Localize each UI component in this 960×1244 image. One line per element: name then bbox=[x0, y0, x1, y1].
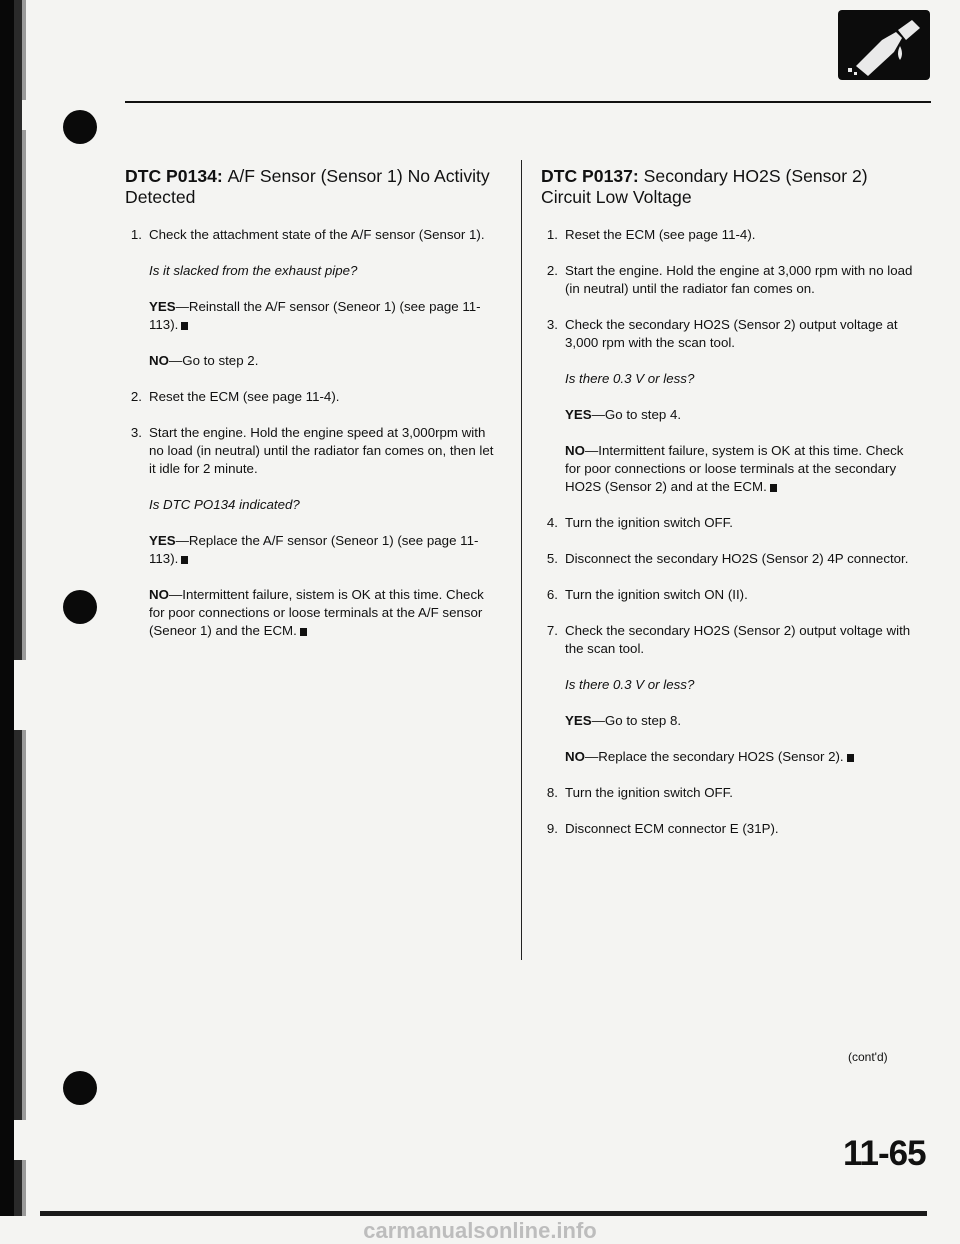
step-item bbox=[541, 622, 916, 766]
step-number: 2. bbox=[130, 389, 142, 404]
step-item bbox=[125, 424, 500, 640]
no-key: NO bbox=[565, 749, 585, 764]
step-text: Check the secondary HO2S (Sensor 2) output voltage at 3,000 rpm with the scan tool. bbox=[565, 317, 898, 350]
binder-hole bbox=[63, 110, 97, 144]
step-body bbox=[565, 316, 916, 496]
step-number: 1. bbox=[130, 227, 142, 242]
step-number: 7. bbox=[546, 623, 558, 638]
binding-notch bbox=[14, 1120, 30, 1160]
yes-key: YES bbox=[565, 713, 592, 728]
header-rule bbox=[125, 101, 931, 103]
step-item bbox=[541, 316, 916, 496]
binder-hole bbox=[63, 1071, 97, 1105]
step-question: Is there 0.3 V or less? bbox=[565, 371, 695, 386]
yes-text: Go to step 8. bbox=[604, 713, 682, 728]
no-text: Intermittent failure, sistem is OK at this time. Check for poor connections or loose terminals at the A/F sensor (Seneor 1) and the ECM. bbox=[149, 587, 484, 638]
step-number: 9. bbox=[546, 821, 558, 836]
step-item bbox=[541, 550, 916, 568]
step-number: 3. bbox=[130, 425, 142, 440]
no-answer: NO—Replace the secondary HO2S (Sensor 2). bbox=[565, 748, 916, 766]
step-body bbox=[565, 226, 916, 244]
no-text: Go to step 2. bbox=[182, 353, 259, 368]
no-key: NO bbox=[149, 353, 169, 368]
step-item bbox=[541, 586, 916, 604]
step-body bbox=[565, 550, 916, 568]
yes-answer: YES—Go to step 4. bbox=[565, 407, 682, 422]
dtc-description: A/F Sensor (Sensor 1) No Activity Detected bbox=[125, 166, 490, 207]
step-item bbox=[541, 226, 916, 244]
no-answer: NO—Intermittent failure, system is OK at this time. Check for poor connections or loose terminals at the secondary HO2S (Sensor 2) and at the ECM. bbox=[565, 443, 904, 494]
watermark: carmanualsonline.info bbox=[363, 1218, 597, 1243]
no-answer: NO—Intermittent failure, sistem is OK at this time. Check for poor connections or loose terminals at the A/F sensor (Seneor 1) and the ECM. bbox=[149, 587, 484, 638]
dtc-p0137-steps bbox=[541, 226, 916, 838]
column-divider bbox=[521, 160, 522, 960]
step-number: 4. bbox=[546, 515, 558, 530]
no-text: Replace the secondary HO2S (Sensor 2). bbox=[598, 749, 844, 764]
yes-text: Replace the A/F sensor (Seneor 1) (see page 11-113). bbox=[149, 533, 479, 566]
yes-key: YES bbox=[149, 533, 176, 548]
step-text: Disconnect ECM connector E (31P). bbox=[565, 821, 779, 836]
no-text: Intermittent failure, system is OK at this time. Check for poor connections or loose terminals at the secondary HO2S (Sensor 2) and at the ECM. bbox=[565, 443, 904, 494]
step-number: 3. bbox=[546, 317, 558, 332]
no-key: NO bbox=[565, 443, 585, 458]
step-body bbox=[565, 820, 916, 838]
end-mark-icon bbox=[770, 484, 777, 492]
page-number: 11-65 bbox=[843, 1134, 926, 1173]
step-number: 1. bbox=[546, 227, 558, 242]
step-text: Turn the ignition switch OFF. bbox=[565, 515, 733, 530]
step-body bbox=[149, 424, 500, 640]
dtc-code: DTC P0134: bbox=[125, 166, 223, 186]
end-mark-icon bbox=[300, 628, 307, 636]
step-text: Turn the ignition switch ON (II). bbox=[565, 587, 748, 602]
step-text: Turn the ignition switch OFF. bbox=[565, 785, 733, 800]
step-item bbox=[541, 514, 916, 532]
step-body bbox=[565, 262, 916, 298]
dtc-p0134-steps bbox=[125, 226, 500, 640]
step-text: Start the engine. Hold the engine at 3,000 rpm with no load (in neutral) until the radiator fan comes on. bbox=[565, 263, 913, 296]
step-body bbox=[565, 784, 916, 802]
step-item bbox=[541, 820, 916, 838]
step-item bbox=[541, 784, 916, 802]
binding-bar bbox=[0, 0, 30, 1242]
fuel-pump-icon bbox=[838, 10, 930, 80]
dtc-p0137-section bbox=[541, 166, 916, 856]
step-body bbox=[565, 514, 916, 532]
step-body bbox=[565, 586, 916, 604]
yes-answer: YES—Reinstall the A/F sensor (Seneor 1) (see page 11-113). bbox=[149, 299, 481, 332]
step-item bbox=[125, 388, 500, 406]
end-mark-icon bbox=[181, 556, 188, 564]
yes-answer: YES—Go to step 8. bbox=[565, 713, 682, 728]
step-number: 5. bbox=[546, 551, 558, 566]
step-text: Disconnect the secondary HO2S (Sensor 2) 4P connector. bbox=[565, 551, 909, 566]
yes-key: YES bbox=[149, 299, 176, 314]
step-text: Check the secondary HO2S (Sensor 2) output voltage with the scan tool. bbox=[565, 623, 911, 656]
step-text: Reset the ECM (see page 11-4). bbox=[565, 227, 756, 242]
binding-notch bbox=[14, 660, 30, 730]
dtc-code: DTC P0137: bbox=[541, 166, 639, 186]
yes-answer: YES—Replace the A/F sensor (Seneor 1) (see page 11-113). bbox=[149, 533, 479, 566]
step-text: Start the engine. Hold the engine speed at 3,000rpm with no load (in neutral) until the radiator fan comes on, then let it idle for 2 minute. bbox=[149, 425, 494, 476]
binding-notch bbox=[22, 100, 30, 130]
yes-key: YES bbox=[565, 407, 592, 422]
no-answer: NO—Go to step 2. bbox=[149, 353, 259, 368]
step-item bbox=[125, 226, 500, 370]
step-text: Check the attachment state of the A/F sensor (Sensor 1). bbox=[149, 227, 485, 242]
step-question: Is DTC PO134 indicated? bbox=[149, 497, 300, 512]
step-number: 6. bbox=[546, 587, 558, 602]
end-mark-icon bbox=[181, 322, 188, 330]
end-mark-icon bbox=[847, 754, 854, 762]
yes-text: Reinstall the A/F sensor (Seneor 1) (see page 11-113). bbox=[149, 299, 481, 332]
continued-label: (cont'd) bbox=[848, 1050, 888, 1064]
step-body bbox=[565, 622, 916, 766]
step-text: Reset the ECM (see page 11-4). bbox=[149, 389, 340, 404]
binder-hole bbox=[63, 590, 97, 624]
step-number: 8. bbox=[546, 785, 558, 800]
dtc-p0134-section bbox=[125, 166, 500, 658]
no-key: NO bbox=[149, 587, 169, 602]
step-question: Is there 0.3 V or less? bbox=[565, 677, 695, 692]
step-item bbox=[541, 262, 916, 298]
dtc-p0137-title bbox=[541, 166, 916, 208]
dtc-description: Secondary HO2S (Sensor 2) Circuit Low Voltage bbox=[541, 166, 868, 207]
step-body bbox=[149, 226, 500, 370]
step-body bbox=[149, 388, 500, 406]
step-number: 2. bbox=[546, 263, 558, 278]
dtc-p0134-title bbox=[125, 166, 500, 208]
yes-text: Go to step 4. bbox=[604, 407, 682, 422]
step-question: Is it slacked from the exhaust pipe? bbox=[149, 263, 358, 278]
